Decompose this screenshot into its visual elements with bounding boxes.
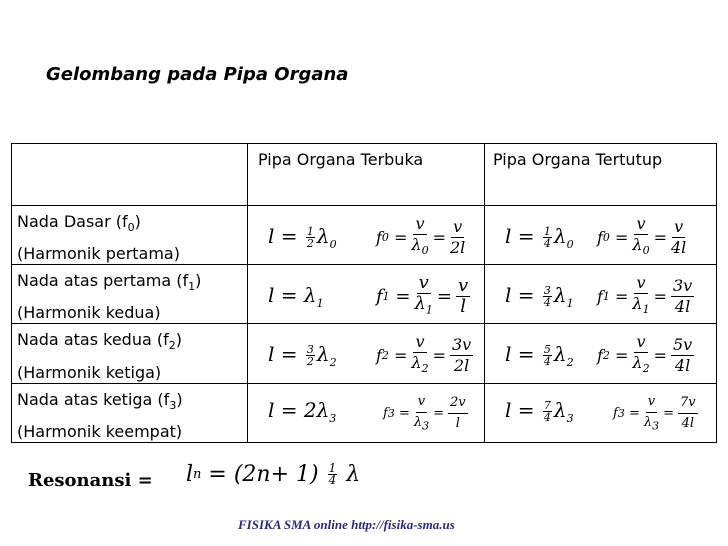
closed-pipe-formula: l = $\frac{5}{4}$ $\lambda_2$ f 2 = $\frac{v}{\lambda_2}$ = $\frac{5v}{4l}$: [485, 324, 717, 383]
header-empty: [12, 144, 248, 206]
resonance-formula: l n = (2 n + 1) 1 4 λ: [186, 461, 361, 487]
table-row: [12, 265, 717, 324]
open-pipe-formula: l = $\frac{3}{2}$ $\lambda_2$ f 2 = $\frac{v}{\lambda_2}$ = $\frac{3v}{2l}$: [248, 324, 485, 383]
resonance-label: Resonansi =: [28, 470, 153, 491]
table-row: [12, 324, 717, 383]
footer-credit: FISIKA SMA online http://fisika-sma.us: [238, 517, 455, 532]
table-row: [12, 206, 717, 265]
organ-pipe-table: [11, 143, 717, 443]
closed-pipe-formula: l = $\frac{1}{4}$ $\lambda_0$ f 0 = $\frac{v}{\lambda_0}$ = $\frac{v}{4l}$: [485, 206, 717, 265]
open-pipe-formula: $l = \lambda_1$ f 1 = $\frac{v}{\lambda_1}$ = $\frac{v}{l}$: [248, 265, 485, 324]
row-label: Nada atas kedua $(f_2)$ (Harmonik ketiga): [12, 324, 248, 383]
open-pipe-formula: l = $\frac{1}{2}$ $\lambda_0$ f 0 = $\frac{v}{\lambda_0}$ = $\frac{v}{2l}$: [248, 206, 485, 265]
open-pipe-formula: $l = 2\lambda_3$ f 3 = $\frac{v}{\lambda_3}$ = $\frac{2v}{l}$: [248, 383, 485, 442]
table-row: [12, 383, 717, 442]
closed-pipe-formula: l = $\frac{7}{4}$ $\lambda_3$ f 3 = $\frac{v}{\lambda_3}$ = $\frac{7v}{4l}$: [485, 383, 717, 442]
closed-pipe-formula: l = $\frac{3}{4}$ $\lambda_1$ f 1 = $\frac{v}{\lambda_1}$ = $\frac{3v}{4l}$: [485, 265, 717, 324]
header-open-pipe: Pipa Organa Terbuka: [248, 144, 485, 206]
page-title: Gelombang pada Pipa Organa: [46, 64, 349, 85]
table-header-row: [12, 144, 717, 206]
row-label: Nada Dasar $(f_0)$ (Harmonik pertama): [12, 206, 248, 265]
header-closed-pipe: Pipa Organa Tertutup: [485, 144, 717, 206]
row-label: Nada atas pertama $(f_1)$ (Harmonik kedua): [12, 265, 248, 324]
row-label: Nada atas ketiga $(f_3)$ (Harmonik keempat): [12, 383, 248, 442]
